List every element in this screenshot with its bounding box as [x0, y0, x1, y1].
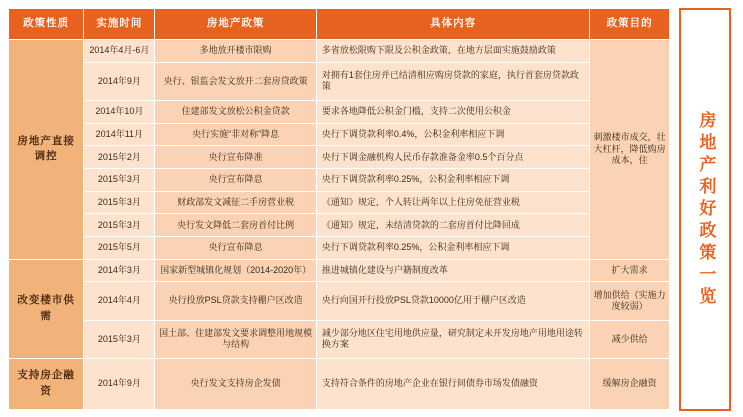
date-cell: 2014年3月 [84, 259, 155, 282]
header-cell-purpose: 政策目的 [590, 9, 670, 40]
table-row [9, 146, 670, 169]
header-cell-category: 政策性质 [9, 9, 84, 40]
policy-cell: 财政部发文减征二手房营业税 [155, 191, 316, 214]
table-row [9, 320, 670, 358]
category-cell-direct-control: 房地产直接调控 [9, 40, 84, 260]
header-row [9, 9, 670, 40]
policy-cell: 央行投放PSL贷款支持棚户区改造 [155, 282, 316, 320]
date-cell: 2015年2月 [84, 146, 155, 169]
sidebar-title-panel [679, 8, 731, 411]
table-row [9, 101, 670, 124]
date-cell: 2015年3月 [84, 168, 155, 191]
table-row [9, 62, 670, 100]
table-row [9, 259, 670, 282]
policy-cell: 国家新型城镇化规划（2014-2020年） [155, 259, 316, 282]
policy-cell: 央行实施“非对称”降息 [155, 123, 316, 146]
table-row [9, 40, 670, 63]
detail-cell: 央行下调贷款利率0.25%，公积金利率相应下调 [316, 168, 589, 191]
table-row [9, 282, 670, 320]
table-row [9, 168, 670, 191]
date-cell: 2014年10月 [84, 101, 155, 124]
policy-cell: 央行宣布降准 [155, 146, 316, 169]
purpose-cell: 减少供给 [590, 320, 670, 358]
detail-cell: 减少部分地区住宅用地供应量，研究制定未开发房地产用地用途转换方案 [316, 320, 589, 358]
detail-cell: 要求各地降低公积金门槛，支持二次使用公积金 [316, 101, 589, 124]
policy-cell: 央行发文支持房企发债 [155, 358, 316, 409]
category-cell-financing: 支持房企融资 [9, 358, 84, 409]
purpose-cell-direct-control: 刺激楼市成交，壮大杠杆，降低购房成本，住 [590, 40, 670, 260]
detail-cell: 央行向国开行投放PSL贷款10000亿用于棚户区改造 [316, 282, 589, 320]
policy-cell: 多地放开楼市限购 [155, 40, 316, 63]
date-cell: 2014年11月 [84, 123, 155, 146]
policy-cell: 央行、银监会发文放开二套房贷政策 [155, 62, 316, 100]
date-cell: 2014年4月-6月 [84, 40, 155, 63]
purpose-cell: 增加供给（实施力度较弱） [590, 282, 670, 320]
table-row [9, 191, 670, 214]
date-cell: 2015年3月 [84, 320, 155, 358]
sidebar-title: 房地产利好政策一览 [696, 110, 716, 309]
policy-cell: 央行宣布降息 [155, 168, 316, 191]
header-cell-date: 实施时间 [84, 9, 155, 40]
policy-cell: 央行发文降低二套房首付比例 [155, 214, 316, 237]
detail-cell: 《通知》规定，未结清贷款的二套房首付比降回成 [316, 214, 589, 237]
date-cell: 2014年4月 [84, 282, 155, 320]
policy-cell: 国土部、住建部发文要求调整用地规模与结构 [155, 320, 316, 358]
detail-cell: 对拥有1套住房并已结清相应购房贷款的家庭，执行首套房贷款政策 [316, 62, 589, 100]
detail-cell: 央行下调金融机构人民币存款准备金率0.5个百分点 [316, 146, 589, 169]
table-row [9, 123, 670, 146]
category-cell-supply-demand: 改变楼市供需 [9, 259, 84, 358]
policy-cell: 住建部发文放松公积金贷款 [155, 101, 316, 124]
table-row [9, 236, 670, 259]
purpose-cell: 缓解房企融资 [590, 358, 670, 409]
date-cell: 2015年5月 [84, 236, 155, 259]
date-cell: 2014年9月 [84, 62, 155, 100]
date-cell: 2015年3月 [84, 214, 155, 237]
detail-cell: 央行下调贷款利率0.4%，公积金利率相应下调 [316, 123, 589, 146]
table-row [9, 214, 670, 237]
date-cell: 2014年9月 [84, 358, 155, 409]
table-row [9, 358, 670, 409]
policy-table [8, 8, 670, 410]
detail-cell: 央行下调贷款利率0.25%，公积金利率相应下调 [316, 236, 589, 259]
table-header [9, 9, 670, 40]
header-cell-detail: 具体内容 [316, 9, 589, 40]
policy-cell: 央行宣布降息 [155, 236, 316, 259]
header-cell-policy: 房地产政策 [155, 9, 316, 40]
date-cell: 2015年3月 [84, 191, 155, 214]
detail-cell: 支持符合条件的房地产企业在银行间债券市场发债融资 [316, 358, 589, 409]
detail-cell: 《通知》规定，个人转让两年以上住房免征营业税 [316, 191, 589, 214]
detail-cell: 推进城镇化建设与户籍制度改革 [316, 259, 589, 282]
detail-cell: 多省放松限购下限及公积金政策，在地方层面实施鼓励政策 [316, 40, 589, 63]
table-body [9, 40, 670, 410]
purpose-cell: 扩大需求 [590, 259, 670, 282]
